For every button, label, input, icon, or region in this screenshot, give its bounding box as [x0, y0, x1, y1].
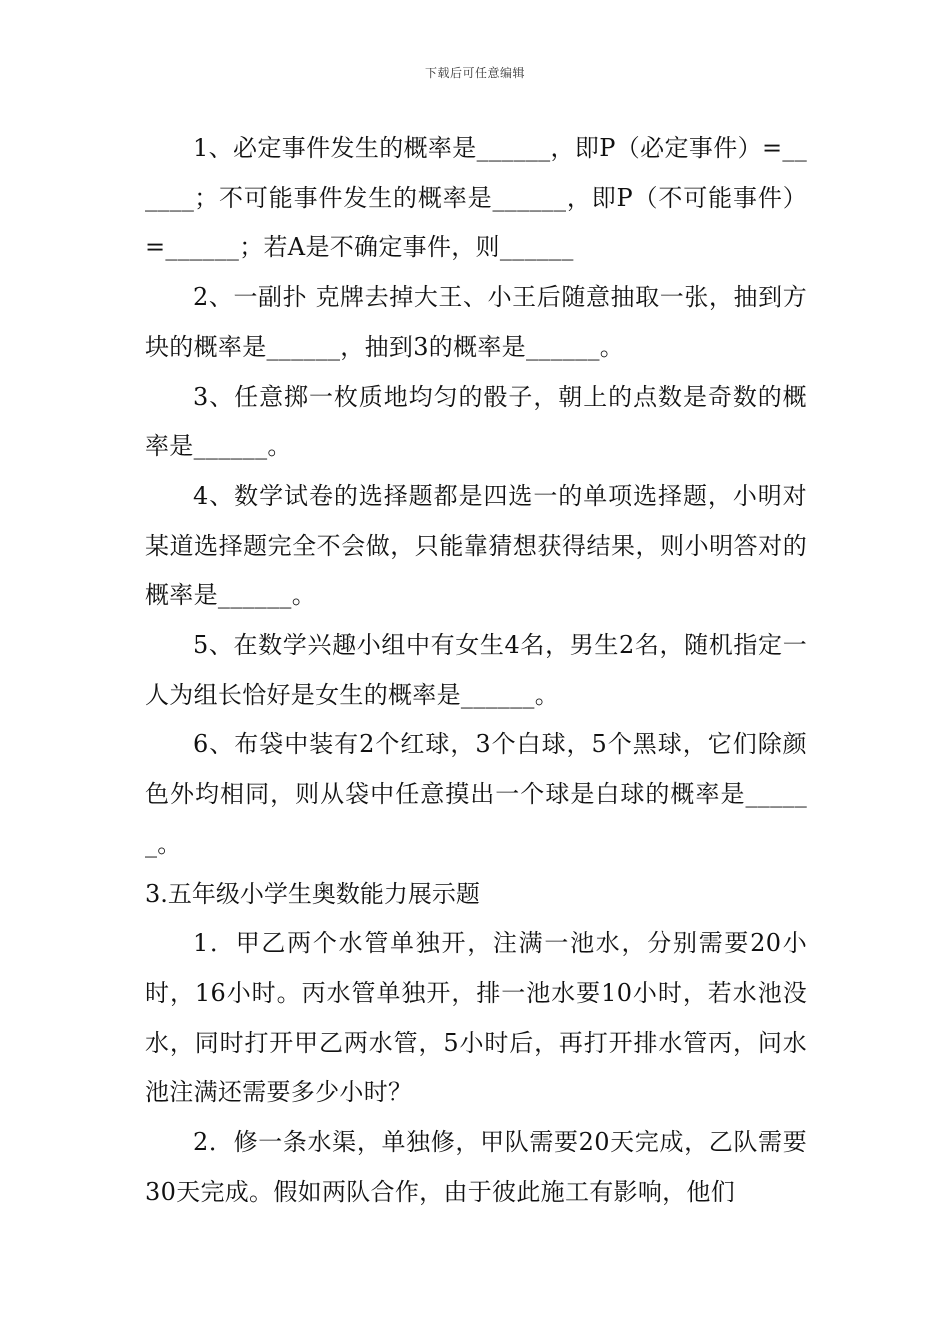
- problem-2: 2．修一条水渠，单独修，甲队需要20天完成，乙队需要30天完成。假如两队合作，由于彼此施工有影响，他们: [145, 1128, 807, 1206]
- section-heading: 3.五年级小学生奥数能力展示题: [145, 879, 480, 908]
- problem-1: 1．甲乙两个水管单独开，注满一池水，分别需要20小时，16小时。丙水管单独开，排一池水要10小时，若水池没水，同时打开甲乙两水管，5小时后，再打开排水管丙，问水池注满还需要多少小时？: [145, 929, 807, 1107]
- question-3: 3、任意掷一枚质地均匀的骰子，朝上的点数是奇数的概率是______。: [145, 382, 807, 461]
- question-6: 6、布袋中装有2个红球，3个白球，5个黑球，它们除颜色外均相同，则从袋中任意摸出一个球是白球的概率是______。: [145, 730, 807, 858]
- page-header: 下载后可任意编辑: [424, 66, 525, 80]
- question-5: 5、在数学兴趣小组中有女生4名，男生2名，随机指定一人为组长恰好是女生的概率是______。: [145, 631, 807, 709]
- question-4: 4、数学试卷的选择题都是四选一的单项选择题，小明对某道选择题完全不会做，只能靠猜想获得结果，则小明答对的概率是______。: [145, 481, 807, 610]
- document-body: [145, 124, 807, 1217]
- question-1: 1、必定事件发生的概率是______，即P（必定事件）=______；不可能事件发生的概率是______，即P（不可能事件）=______；若A是不确定事件，则______: [145, 134, 807, 262]
- question-2: 2、一副扑 克牌去掉大王、小王后随意抽取一张，抽到方块的概率是______，抽到3的概率是______。: [145, 283, 807, 361]
